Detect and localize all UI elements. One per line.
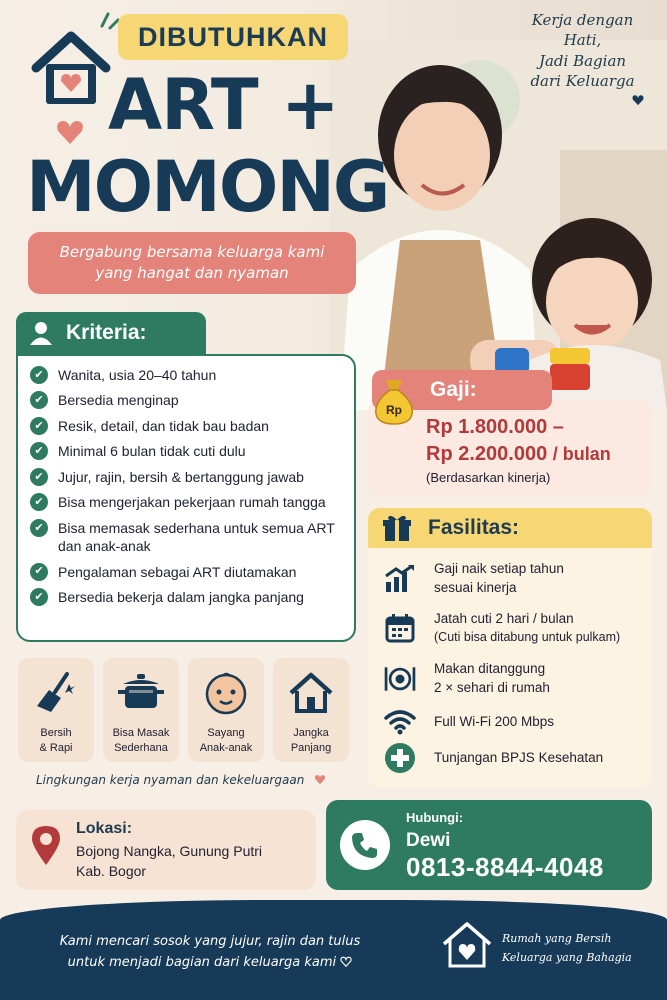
tagline <box>505 10 660 111</box>
list-item-text: Bisa mengerjakan pekerjaan rumah tangga <box>58 494 326 511</box>
fasilitas-item <box>382 740 603 776</box>
title-line1: ART + <box>108 64 339 146</box>
list-item-text: Pengalaman sebagai ART diutamakan <box>58 563 297 580</box>
lokasi-address-line2: Kab. Bogor <box>76 862 147 879</box>
list-item-text: Jujur, rajin, bersih & bertanggung jawab <box>58 468 304 485</box>
list-item <box>30 588 342 606</box>
fasilitas-line1: Full Wi-Fi 200 Mbps <box>434 713 555 729</box>
skill-label: Sayang <box>207 727 245 739</box>
list-item-text: Bersedia bekerja dalam jangka panjang <box>58 589 304 606</box>
tagline-line: Hati, <box>563 31 602 50</box>
list-item <box>30 366 342 384</box>
footer-line2 <box>40 953 380 974</box>
calendar-icon <box>382 610 418 646</box>
skill-label: Anak-anak <box>199 741 253 754</box>
salary-min: Rp 1.800.000 – <box>426 416 564 438</box>
list-item <box>30 468 342 486</box>
salary-note: (Berdasarkan kinerja) <box>426 470 551 485</box>
wifi-icon <box>382 704 418 740</box>
fasilitas-item <box>382 660 550 698</box>
skill-card <box>103 658 179 762</box>
hubungi-box[interactable] <box>326 800 652 890</box>
cooking-pot-icon <box>116 668 166 718</box>
lingkungan-text <box>36 773 326 787</box>
fasilitas-title: Fasilitas: <box>428 516 520 539</box>
broom-icon <box>31 668 81 718</box>
fasilitas-box <box>368 508 652 788</box>
list-item <box>30 417 342 435</box>
lokasi-title: Lokasi: <box>76 820 133 837</box>
check-icon: ✔ <box>30 417 48 435</box>
list-item-text: Bisa memasak sederhana untuk semua ART dan anak-anak <box>58 519 335 555</box>
contact-name: Dewi <box>406 830 451 851</box>
skill-card <box>18 658 94 762</box>
lokasi-address-line1: Bojong Nangka, Gunung Putri <box>76 843 263 859</box>
footer-right-line1: Rumah yang Bersih <box>502 932 612 945</box>
footer-line1: Kami mencari sosok yang jujur, rajin dan tulus <box>59 934 361 949</box>
fasilitas-item <box>382 610 620 646</box>
contact-phone[interactable]: 0813-8844-4048 <box>406 852 604 882</box>
list-item-text: Wanita, usia 20–40 tahun <box>58 367 217 383</box>
skill-label: Bersih <box>40 727 72 739</box>
footer <box>0 900 667 1000</box>
subtitle-line2: yang hangat dan nyaman <box>95 264 289 282</box>
badge-dibutuhkan: DIBUTUHKAN <box>118 14 348 60</box>
footer-line2-text: untuk menjadi bagian dari keluarga kami <box>67 954 337 970</box>
fasilitas-line2: sesuai kinerja <box>434 579 517 595</box>
tagline-line: Jadi Bagian <box>538 51 627 70</box>
phone-icon <box>340 820 390 870</box>
subtitle <box>28 232 356 294</box>
fasilitas-line1: Tunjangan BPJS Kesehatan <box>434 749 604 765</box>
home-heart-icon <box>28 28 114 110</box>
list-item-text: Minimal 6 bulan tidak cuti dulu <box>58 443 246 460</box>
salary-unit: / bulan <box>552 444 611 464</box>
salary-max <box>426 441 652 468</box>
gaji-title: Gaji: <box>430 378 477 401</box>
list-item-text: Resik, detail, dan tidak bau badan <box>58 417 269 434</box>
gift-icon <box>382 513 412 543</box>
skill-label: & Rapi <box>39 741 73 754</box>
fasilitas-header <box>368 508 652 548</box>
heart-icon <box>314 774 326 785</box>
lingkungan-label: Lingkungan kerja nyaman dan kekeluargaan <box>36 773 305 787</box>
hubungi-label: Hubungi: <box>406 810 464 825</box>
skill-label: Bisa Masak <box>112 727 170 739</box>
tagline-line: Kerja dengan <box>531 11 634 29</box>
check-icon: ✔ <box>30 493 48 511</box>
plate-cutlery-icon <box>382 661 418 697</box>
check-icon: ✔ <box>30 442 48 460</box>
health-cross-icon <box>382 740 418 776</box>
footer-right-line2: Keluarga yang Bahagia <box>502 950 632 964</box>
skill-card <box>188 658 264 762</box>
skill-card <box>273 658 349 762</box>
skill-label: Panjang <box>290 741 332 754</box>
list-item <box>30 563 342 581</box>
lokasi-box <box>16 810 316 890</box>
heart-icon <box>340 956 352 967</box>
fasilitas-item <box>382 560 564 598</box>
check-icon: ✔ <box>30 391 48 409</box>
list-item <box>30 442 342 460</box>
fasilitas-line1: Makan ditanggung <box>434 661 546 676</box>
money-bag-label: Rp <box>386 403 402 417</box>
fasilitas-line2: 2 × sehari di rumah <box>434 679 550 695</box>
list-item <box>30 519 342 556</box>
title-line2: MOMONG <box>26 146 389 228</box>
check-icon: ✔ <box>30 588 48 606</box>
list-item <box>30 391 342 409</box>
check-icon: ✔ <box>30 563 48 581</box>
kriteria-header <box>16 312 206 354</box>
fasilitas-line1: Gaji naik setiap tahun <box>434 561 564 576</box>
skill-label: Jangka <box>293 727 329 739</box>
check-icon: ✔ <box>30 519 48 537</box>
footer-right <box>502 930 632 967</box>
tagline-line: dari Keluarga <box>530 71 635 90</box>
salary-max-amount: Rp 2.200.000 <box>426 443 548 465</box>
house-heart-icon <box>440 920 494 970</box>
house-icon <box>286 668 336 718</box>
location-pin-icon <box>30 824 62 866</box>
money-bag-icon <box>372 376 416 426</box>
list-item <box>30 493 342 511</box>
kriteria-title: Kriteria: <box>66 321 147 344</box>
check-icon: ✔ <box>30 366 48 384</box>
kriteria-list <box>16 354 356 642</box>
heart-icon <box>55 118 85 146</box>
baby-face-icon <box>201 668 251 718</box>
subtitle-line1: Bergabung bersama keluarga kami <box>59 243 325 261</box>
skill-label: Sederhana <box>114 741 168 754</box>
person-icon <box>28 320 54 346</box>
fasilitas-item <box>382 704 554 740</box>
list-item-text: Bersedia menginap <box>58 392 179 409</box>
heart-icon <box>631 94 645 106</box>
check-icon: ✔ <box>30 468 48 486</box>
fasilitas-line1: Jatah cuti 2 hari / bulan <box>434 611 574 626</box>
fasilitas-line2: (Cuti bisa ditabung untuk pulkam) <box>434 629 621 644</box>
chart-up-icon <box>382 561 418 597</box>
footer-text <box>40 932 380 974</box>
